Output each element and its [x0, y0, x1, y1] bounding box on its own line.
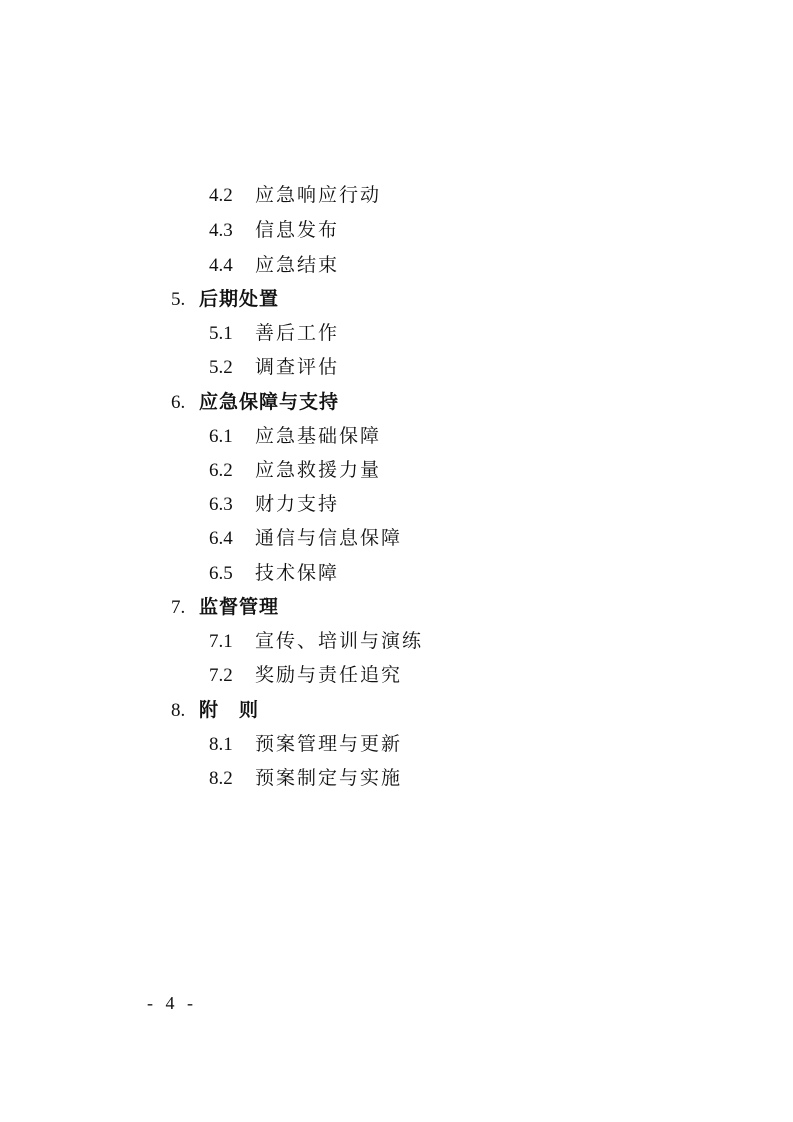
toc-entry-4-4	[209, 253, 339, 278]
section-title: 通信与信息保障	[255, 527, 403, 549]
section-number: 8.2	[209, 768, 233, 789]
section-number: 7.2	[209, 665, 233, 686]
section-number: 4.3	[209, 220, 233, 241]
toc-chapter-7	[171, 595, 279, 620]
toc-chapter-8	[171, 698, 259, 723]
section-number: 4.2	[209, 185, 233, 206]
page-number: - 4 -	[147, 993, 197, 1013]
chapter-number: 5.	[171, 289, 186, 310]
section-title: 宣传、培训与演练	[255, 630, 424, 652]
toc-entry-5-2	[209, 355, 339, 380]
section-title: 技术保障	[255, 562, 340, 584]
toc-entry-7-2	[209, 663, 402, 688]
section-title: 调查评估	[255, 356, 340, 378]
section-number: 5.1	[209, 323, 233, 344]
toc-chapter-5	[171, 287, 279, 312]
section-title: 奖励与责任追究	[255, 664, 403, 686]
section-title: 应急救援力量	[255, 459, 382, 481]
section-title: 应急基础保障	[255, 425, 382, 447]
section-number: 4.4	[209, 255, 233, 276]
toc-entry-8-1	[209, 732, 402, 757]
chapter-title: 应急保障与支持	[199, 391, 340, 413]
section-number: 5.2	[209, 357, 233, 378]
chapter-number: 8.	[171, 700, 186, 721]
section-title: 信息发布	[255, 219, 340, 241]
section-title: 善后工作	[255, 322, 340, 344]
section-title: 应急结束	[255, 254, 340, 276]
toc-entry-7-1	[209, 629, 423, 654]
section-number: 6.5	[209, 563, 233, 584]
toc-entry-6-2	[209, 458, 381, 483]
toc-chapter-6	[171, 390, 339, 415]
toc-entry-6-3	[209, 492, 339, 517]
section-number: 7.1	[209, 631, 233, 652]
toc-entry-6-4	[209, 526, 402, 551]
section-number: 6.1	[209, 426, 233, 447]
chapter-title: 附 则	[199, 699, 260, 721]
section-number: 8.1	[209, 734, 233, 755]
section-title: 财力支持	[255, 493, 340, 515]
toc-entry-4-3	[209, 218, 339, 243]
toc-entry-6-5	[209, 561, 339, 586]
toc-entry-4-2	[209, 183, 381, 208]
toc-entry-8-2	[209, 766, 402, 791]
chapter-number: 6.	[171, 392, 186, 413]
section-title: 应急响应行动	[255, 184, 382, 206]
section-number: 6.4	[209, 528, 233, 549]
chapter-number: 7.	[171, 597, 186, 618]
chapter-title: 监督管理	[199, 596, 280, 618]
section-title: 预案管理与更新	[255, 733, 403, 755]
toc-entry-6-1	[209, 424, 381, 449]
section-number: 6.2	[209, 460, 233, 481]
toc-entry-5-1	[209, 321, 339, 346]
section-number: 6.3	[209, 494, 233, 515]
chapter-title: 后期处置	[199, 288, 280, 310]
section-title: 预案制定与实施	[255, 767, 403, 789]
